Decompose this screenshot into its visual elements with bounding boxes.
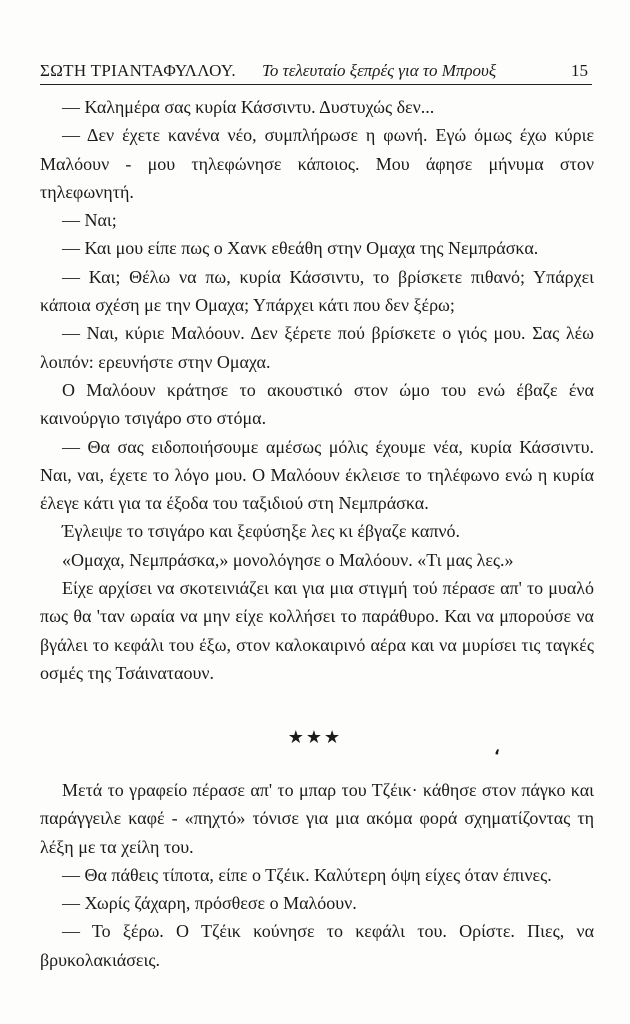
paragraph: «Ομαχα, Νεμπράσκα,» μονολόγησε ο Μαλόουν. «Τι μας λες.» xyxy=(62,549,514,570)
paragraph: Ο Μαλόουν κράτησε το ακουστικό στον ώμο του ενώ έβαζε ένα καινούργιο τσιγάρο στο στόμα. xyxy=(40,379,594,429)
paragraph: Έγλειψε το τσιγάρο και ξεφύσηξε λες κι έβγαζε καπνό. xyxy=(62,521,461,542)
paragraph: — Και; Θέλω να πω, κυρία Κάσσιντυ, το βρίσκετε πιθανό; Υπάρχει κάποια σχέση με την Ομαχα; Υπάρχει κάτι που δεν ξέρω; xyxy=(40,266,594,316)
paragraph: — Και μου είπε πως ο Χανκ εθεάθη στην Ομαχα της Νεμπράσκα. xyxy=(62,238,539,259)
stray-ink-mark: ، xyxy=(494,738,500,758)
paragraph: Μετά το γραφείο πέρασε απ' το μπαρ του Τζέικ· κάθησε στον πάγκο και παράγγειλε καφέ - «πηχτό» τόνισε για μια ακόμα φορά σχηματίζοντας τη λέξη με τα χείλη του. xyxy=(40,780,594,857)
main-text xyxy=(40,93,594,687)
paragraph: — Χωρίς ζάχαρη, πρόσθεσε ο Μαλόουν. xyxy=(62,893,357,914)
section-text xyxy=(40,776,594,974)
paragraph: — Ναι, κύριε Μαλόουν. Δεν ξέρετε πού βρίσκετε ο γιός μου. Σας λέω λοιπόν: ερευνήστε στην Ομαχα. xyxy=(40,323,594,372)
paragraph: — Ναι; xyxy=(62,210,117,231)
running-header xyxy=(40,60,592,85)
author-name: ΣΩΤΗ ΤΡΙΑΝΤΑΦΥΛΛΟΥ. xyxy=(40,61,236,80)
page-number: 15 xyxy=(571,61,588,80)
section-break-asterisks: ★★★ xyxy=(287,727,343,748)
paragraph: — Καλημέρα σας κυρία Κάσσιντυ. Δυστυχώς δεν... xyxy=(62,97,435,117)
paragraph: — Θα σας ειδοποιήσουμε αμέσως μόλις έχουμε νέα, κυρία Κάσσιντυ. Ναι, ναι, έχετε το λόγο μου. Ο Μαλόουν έκλεισε το τηλέφωνο ενώ η κυρία έλεγε κάτι για τα έξοδα του ταξιδιού στη Νεμπράσκα. xyxy=(40,436,594,514)
paragraph: — Το ξέρω. Ο Τζέικ κούνησε το κεφάλι του. Ορίστε. Πιες, να βρυκολακιάσεις. xyxy=(40,921,594,970)
paragraph: — Δεν έχετε κανένα νέο, συμπλήρωσε η φωνή. Εγώ όμως έχω κύριε Μαλόουν - μου τηλεφώνησε κάποιος. Μου άφησε μήνυμα στον τηλεφωνητή. xyxy=(40,125,594,202)
paragraph: Είχε αρχίσει να σκοτεινιάζει και για μια στιγμή τού πέρασε απ' το μυαλό πως θα 'ταν ωραία να μην είχε κολλήσει το παράθυρο. Και να μπορούσε να βγάλει το κεφάλι του έξω, στον καλοκαιρινό αέρα και να μυρίσει τις ταγκές οσμές της Τσάιναταουν. xyxy=(40,578,594,683)
book-title: Το τελευταίο ξεπρές για το Μπρουξ xyxy=(262,61,497,80)
paragraph: — Θα πάθεις τίποτα, είπε ο Τζέικ. Καλύτερη όψη είχες όταν έπινες. xyxy=(62,864,552,885)
